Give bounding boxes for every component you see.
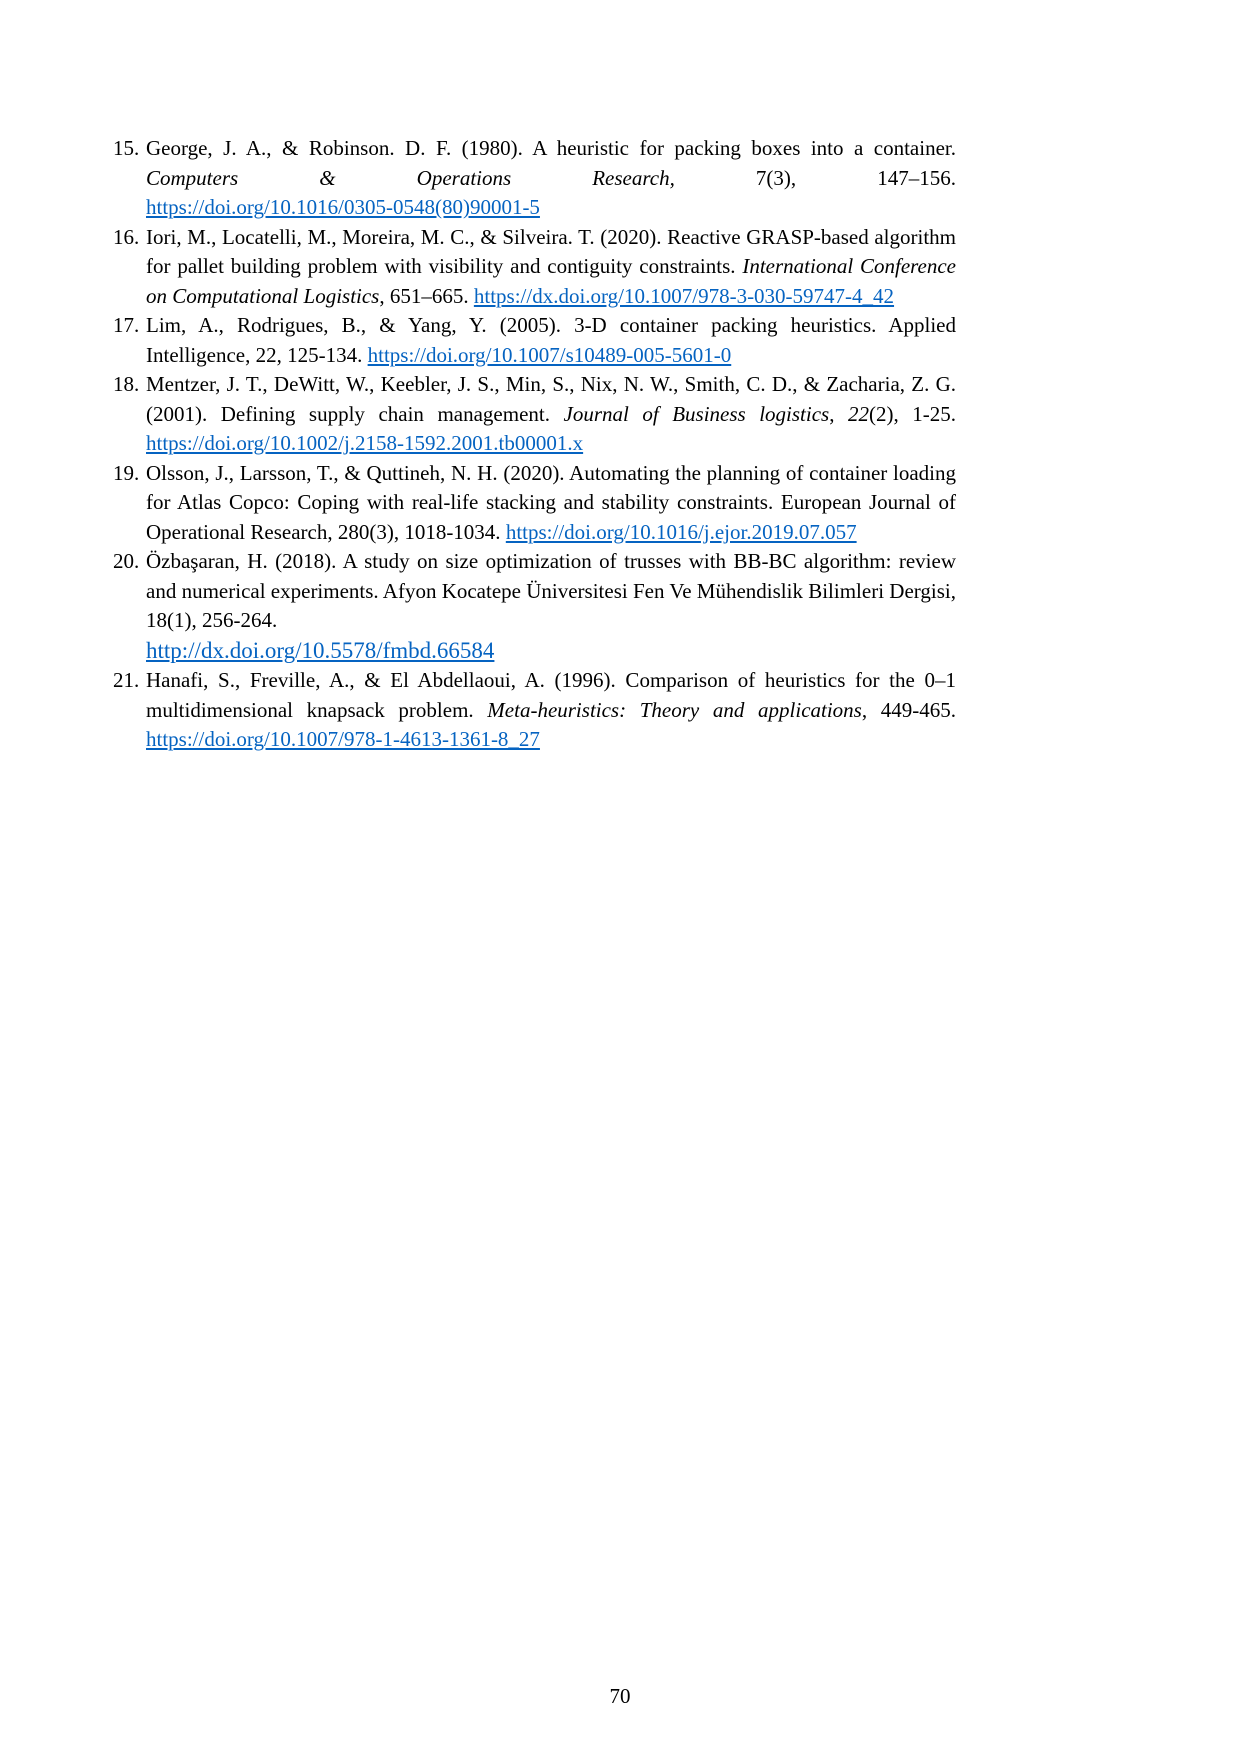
reference-body [146, 668, 956, 751]
reference-text: Özbaşaran, H. (2018). A study on size optimization of trusses with BB-BC algorithm: review and numerical experiments. Afyon Kocatepe Üniversitesi Fen Ve Mühendislik Bilimleri Dergisi, 18(1), 256-264. [146, 549, 956, 632]
reference-text: Hanafi, S., Freville, A., & El Abdellaoui, A. (1996). Comparison of heuristics for the 0–1 multidimensional knapsack problem. [146, 668, 956, 722]
reference-italic-text: Computers & Operations Research, [146, 165, 675, 190]
reference-text: , 651–665. [379, 283, 474, 308]
reference-link[interactable]: https://doi.org/10.1016/j.ejor.2019.07.057 [505, 519, 857, 544]
reference-body [146, 136, 956, 219]
reference-number: 15. [113, 136, 140, 160]
page-number: 70 [609, 1684, 631, 1708]
reference-body [146, 461, 956, 544]
reference-text: Mentzer, J. T., DeWitt, W., Keebler, J. S., Min, S., Nix, N. W., Smith, C. D., & Zacharia, Z. G. (2001). Defining supply chain management. [146, 372, 956, 426]
reference-italic-text: Meta-heuristics: Theory and applications [487, 697, 862, 722]
reference-body [146, 549, 956, 663]
reference-text: George, J. A., & Robinson. D. F. (1980). A heuristic for packing boxes into a container. [146, 136, 956, 160]
reference-number: 18. [113, 372, 140, 396]
reference-number: 21. [113, 668, 140, 692]
reference-text: Iori, M., Locatelli, M., Moreira, M. C., & Silveira. T. (2020). Reactive GRASP-based algorithm for pallet building problem with visibility and contiguity constraints. [146, 224, 956, 278]
reference-item [113, 459, 956, 548]
reference-item [113, 311, 956, 370]
reference-item [113, 223, 956, 312]
reference-item [113, 547, 956, 666]
reference-number: 16. [113, 224, 140, 249]
reference-text: 7(3), 147–156. [674, 165, 956, 190]
reference-link[interactable]: https://doi.org/10.1002/j.2158-1592.2001.tb00001.x [146, 431, 584, 455]
reference-item [113, 134, 956, 223]
reference-link[interactable]: https://dx.doi.org/10.1007/978-3-030-59747-4_42 [473, 283, 895, 308]
reference-link[interactable]: https://doi.org/10.1007/s10489-005-5601-0 [367, 342, 732, 367]
reference-text: Olsson, J., Larsson, T., & Quttineh, N. H. (2020). Automating the planning of container loading for Atlas Copco: Coping with real-life stacking and stability constraints. European Journal of Operational Research, 280(3), 1018-1034. [146, 460, 956, 544]
reference-text: , [829, 401, 849, 426]
reference-italic-text: Journal of Business logistics [563, 401, 830, 426]
reference-italic-text: International Conference on Computational Logistics [146, 254, 957, 308]
reference-link[interactable]: https://doi.org/10.1007/978-1-4613-1361-8_27 [146, 727, 540, 751]
reference-number: 19. [113, 460, 140, 485]
reference-body [146, 313, 956, 367]
reference-number: 20. [113, 549, 140, 573]
references-list [113, 134, 956, 755]
reference-italic-text: 22 [848, 401, 870, 426]
reference-body [146, 372, 956, 455]
reference-number: 17. [113, 313, 140, 337]
reference-text: , 449-465. [861, 697, 956, 722]
reference-item [113, 666, 956, 755]
reference-text: Lim, A., Rodrigues, B., & Yang, Y. (2005). 3-D container packing heuristics. Applied Intelligence, 22, 125-134. [146, 313, 956, 367]
reference-link[interactable]: http://dx.doi.org/10.5578/fmbd.66584 [146, 637, 495, 663]
reference-item [113, 370, 956, 459]
reference-link[interactable]: https://doi.org/10.1016/0305-0548(80)90001-5 [146, 195, 540, 219]
reference-body [146, 225, 956, 308]
reference-text: (2), 1-25. [869, 401, 957, 426]
